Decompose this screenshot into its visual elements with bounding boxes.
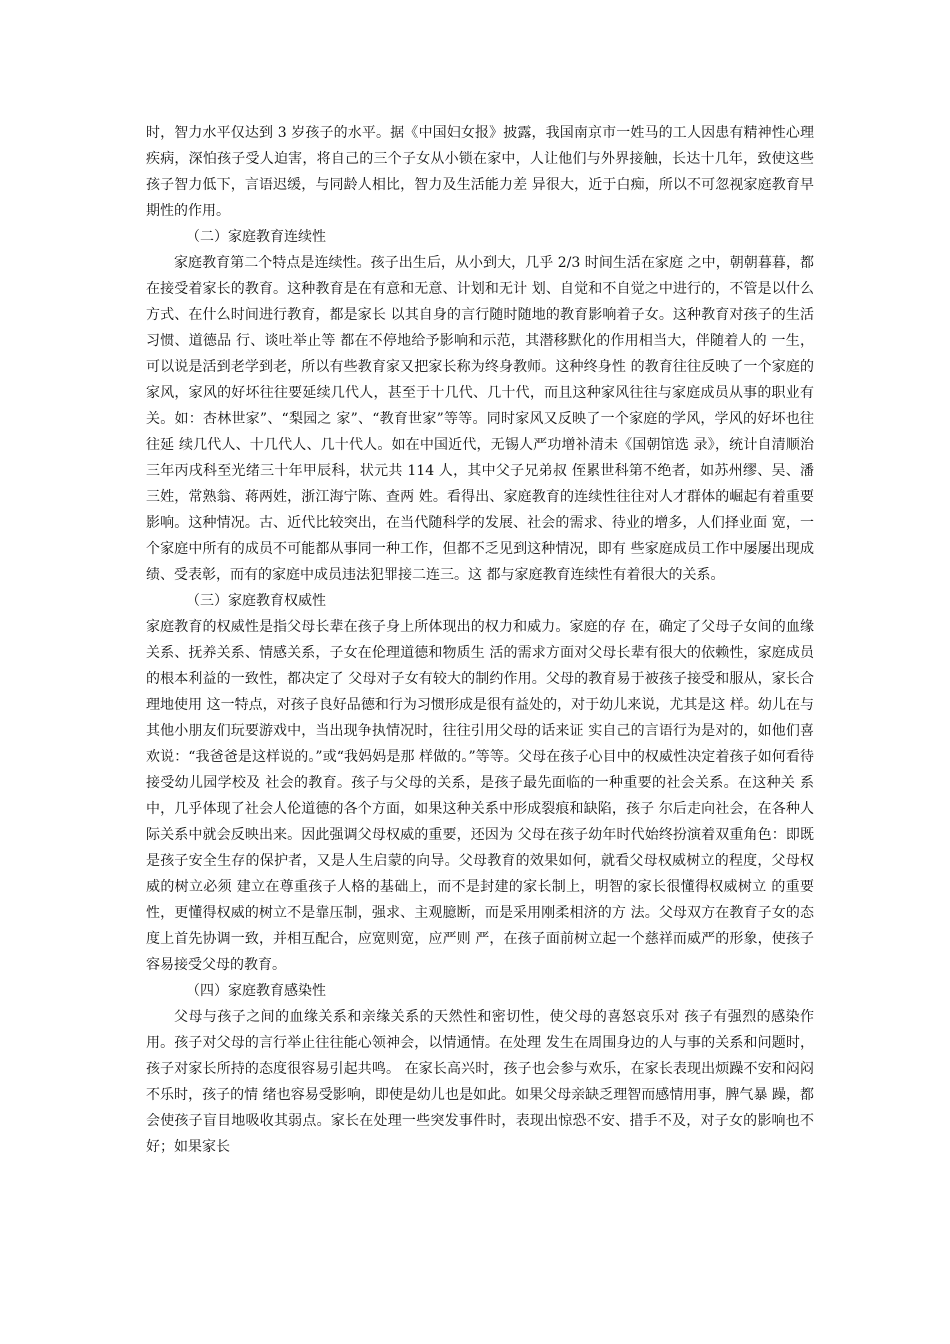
section-heading-authority: （三）家庭教育权威性	[186, 593, 326, 609]
paragraph-early-education-end: 时，智力水平仅达到 3 岁孩子的水平。据《中国妇女报》披露，我国南京市一姓马的工人因患有精神性心理 疾病，深怕孩子受人迫害，将自己的三个子女从小锁在家中，人让他们与外界接触，长达十几年，致使这些孩子智力低下，言语迟缓，与同龄人相比，智力及生活能力差 异很大，近于白痴，所以不可忽视家庭教育早期性的作用。	[146, 125, 814, 219]
paragraph-infectiousness: 父母与孩子之间的血缘关系和亲缘关系的天然性和密切性，使父母的喜怒哀乐对 孩子有强烈的感染作用。孩子对父母的言行举止往往能心领神会，以情通情。在处理 发生在周围身边的人与事的关系和问题时，孩子对家长所持的态度很容易引起共鸣。 在家长高兴时，孩子也会参与欢乐，在家长表现出烦躁不安和闷闷不乐时，孩子的情 绪也容易受影响，即使是幼儿也是如此。如果父母亲缺乏理智而感情用事，脾气暴 躁，都 会使孩子盲目地吸收其弱点。家长在处理一些突发事件时，表现出惊恐不安、措手不及，对子女的影响也不好；如果家长	[146, 1009, 814, 1155]
section-heading-infectiousness: （四）家庭教育感染性	[186, 983, 326, 999]
paragraph-continuity: 家庭教育第二个特点是连续性。孩子出生后，从小到大，几乎 2/3 时间生活在家庭 之中，朝朝暮暮，都在接受着家长的教育。这种教育是在有意和无意、计划和无计 划、自觉和不自觉之中进行的，不管是以什么方式、在什么时间进行教育，都是家长 以其自身的言行随时随地的教育影响着子女。这种教育对孩子的生活习惯、道德品 行、谈吐举止等 都在不停地给予影响和示范，其潜移默化的作用相当大，伴随着人的 一生，可以说是活到老学到老，所以有些教育家又把家长称为终身教师。这种终身性 的教育往往反映了一个家庭的家风，家风的好坏往往要延续几代人，甚至于十几代、几十代，而且这种家风往往与家庭成员从事的职业有关。如：杏林世家”、“梨园之 家”、“教育世家”等等。同时家风又反映了一个家庭的学风，学风的好坏也往往延 续几代人、十几代人、几十代人。如在中国近代，无锡人严功增补清未《国朝馆选 录》，统计自清顺治三年丙戌科至光绪三十年甲辰科，状元共 114 人，其中父子兄弟叔 侄累世科第不绝者，如苏州缪、吴、潘三姓，常熟翁、蒋两姓，浙江海宁陈、查两 姓。看得出、家庭教育的连续性往往对人才群体的崛起有着重要影响。这种情况。古、近代比较突出，在当代随科学的发展、社会的需求、待业的增多，人们择业面 宽，一个家庭中所有的成员不可能都从事同一种工作，但都不乏见到这种情况，即有 些家庭成员工作中屡屡出现成绩、受表彰，而有的家庭中成员违法犯罪接二连三。这 都与家庭教育连续性有着很大的关系。	[146, 255, 814, 583]
paragraph-authority: 家庭教育的权威性是指父母长辈在孩子身上所体现出的权力和威力。家庭的存 在，确定了父母子女间的血缘关系、抚养关系、情感关系，子女在伦理道德和物质生 活的需求方面对父母长辈有很大的依赖性，家庭成员的根本利益的一致性，都决定了 父母对子女有较大的制约作用。父母的教育易于被孩子接受和服从，家长合理地使用 这一特点，对孩子良好品德和行为习惯形成是很有益处的，对于幼儿来说，尤其是这 样。幼儿在与其他小朋友们玩要游戏中，当出现争执情况时，往往引用父母的话来证 实自己的言语行为是对的，如他们喜欢说：“我爸爸是这样说的。”或“我妈妈是那 样做的。”等等。父母在孩子心目中的权威性决定着孩子如何看待接受幼儿园学校及 社会的教育。孩子与父母的关系，是孩子最先面临的一种重要的社会关系。在这种关 系中，几乎体现了社会人伦道德的各个方面，如果这种关系中形成裂痕和缺陷，孩子 尔后走向社会，在各种人际关系中就会反映出来。因此强调父母权威的重要，还因为 父母在孩子幼年时代始终扮演着双重角色：即既是孩子安全生存的保护者，又是人生启蒙的向导。父母教育的效果如何，就看父母权威树立的程度，父母权威的树立必须 建立在尊重孩子人格的基础上，而不是封建的家长制上，明智的家长很懂得权威树立 的重要性，更懂得权威的树立不是靠压制，强求、主观臆断，而是采用刚柔相济的方 法。父母双方在教育子女的态度上首先协调一致，并相互配合，应宽则宽，应严则 严，在孩子面前树立起一个慈祥而威严的形象，使孩子容易接受父母的教育。	[146, 619, 814, 973]
section-heading-continuity: （二）家庭教育连续性	[186, 229, 326, 245]
document-page	[146, 120, 814, 1160]
